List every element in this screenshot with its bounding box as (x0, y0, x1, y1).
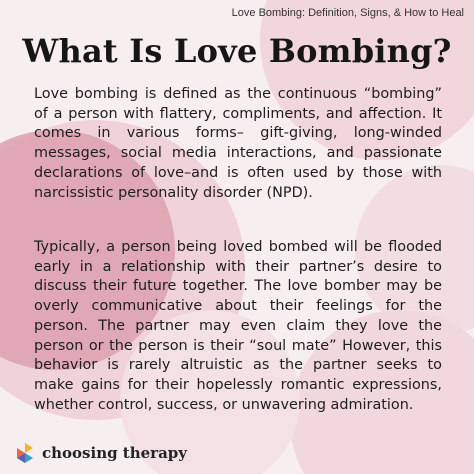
top-caption: Love Bombing: Definition, Signs, & How to Heal (231, 7, 464, 19)
page-title: What Is Love Bombing? (22, 32, 452, 70)
paragraph-definition: Love bombing is defined as the continuous “bombing” of a person with flattery, compliments, and affection. It comes in various forms– gift-giving, long-winded messages, social media interactions, and passionate declarations of love–and is often used by those with narcissistic personality disorder (NPD). (34, 86, 442, 201)
brand-footer (14, 442, 187, 464)
logo-petal-top (25, 443, 33, 453)
choosing-therapy-logo-icon (14, 442, 36, 464)
logo-petal-right (25, 453, 33, 463)
paragraph-description: Typically, a person being loved bombed will be flooded early in a relationship with their partner’s desire to discuss their future together. The love bomber may be overly communicative about their feelings for the person. The partner may even claim they love the person or the person is their “soul mate” However, this behavior is rarely altruistic as the partner seeks to make gains for their hopelessly romantic expressions, whether control, success, or unwavering admiration. (34, 239, 442, 413)
brand-name: choosing therapy (42, 444, 188, 462)
